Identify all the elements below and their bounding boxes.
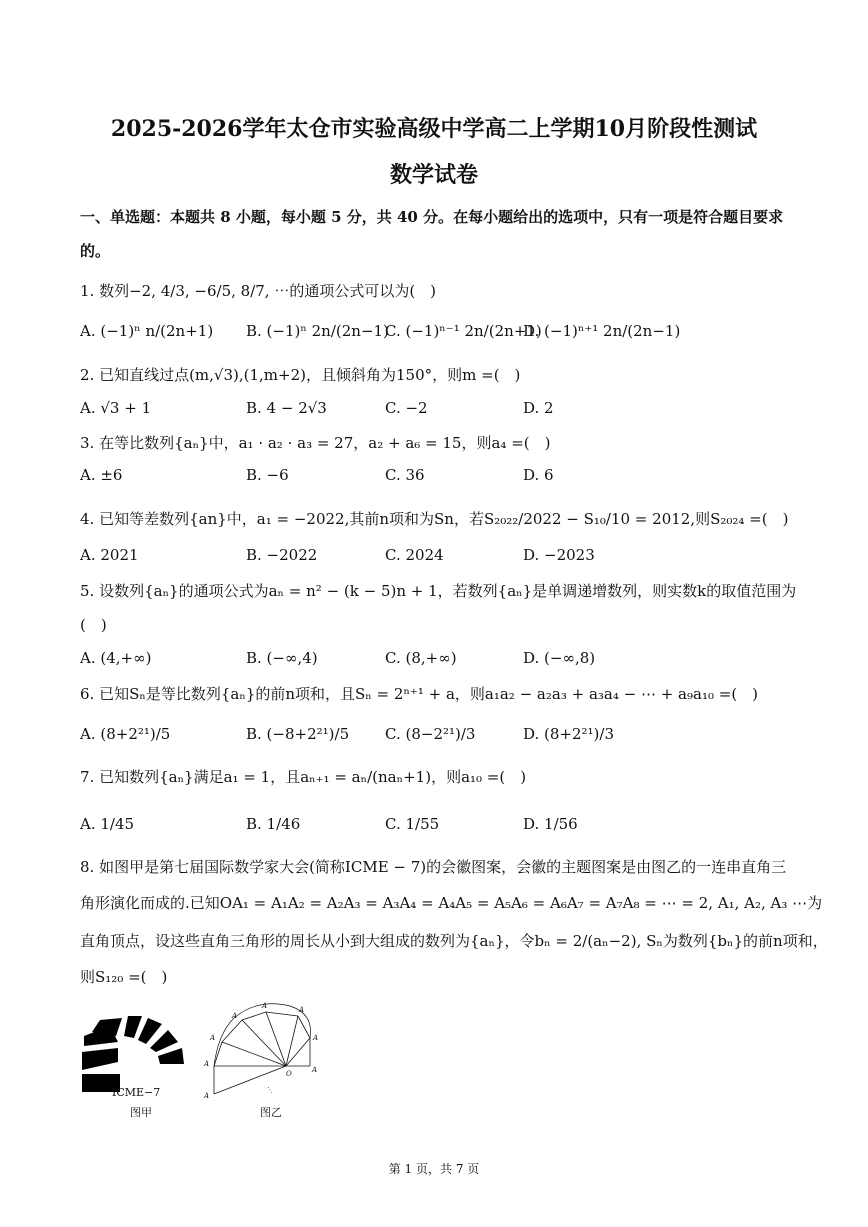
question-6-option-b: B. (−8+2²¹)/5: [246, 725, 350, 743]
question-3-option-d: D. 6: [523, 466, 554, 484]
question-7-option-a: A. 1/45: [80, 815, 135, 833]
page-title: 2025-2026学年太仓市实验高级中学高二上学期10月阶段性测试: [110, 116, 758, 142]
svg-text:A: A: [299, 1006, 305, 1014]
question-8-line3: 直角顶点，设这些直角三角形的周长从小到大组成的数列为{aₙ}，令bₙ = 2/(aₙ−2), Sₙ为数列{bₙ}的前n项和，: [80, 932, 828, 950]
svg-text:A: A: [312, 1066, 318, 1074]
svg-text:⋱: ⋱: [266, 1086, 273, 1094]
figure-2-caption: 图乙: [260, 1106, 282, 1119]
question-4-option-c: C. 2024: [385, 546, 444, 564]
question-8-line2: 角形演化而成的.已知OA₁ = A₁A₂ = A₂A₃ = A₃A₄ = A₄A₅ = A₅A₆ = A₆A₇ = A₇A₈ = ⋯ = 2, A₁, A₂, A₃ ⋯为: [80, 894, 823, 912]
question-4-stem: 4. 已知等差数列{an}中，a₁ = −2022,其前n项和为Sn，若S₂₀₂₂/2022 − S₁₀/10 = 2012,则S₂₀₂₄ =( ): [80, 510, 789, 528]
page-subtitle: 数学试卷: [389, 162, 478, 188]
question-6-option-c: C. (8−2²¹)/3: [385, 725, 476, 743]
figure-1-caption: 图甲: [130, 1106, 152, 1119]
question-5-option-a: A. (4,+∞): [80, 649, 152, 667]
question-3-option-a: A. ±6: [80, 466, 123, 484]
question-3-option-b: B. −6: [246, 466, 289, 484]
question-5-option-d: D. (−∞,8): [523, 649, 596, 667]
question-7-option-b: B. 1/46: [246, 815, 301, 833]
svg-text:A: A: [232, 1012, 238, 1020]
question-1-stem: 1. 数列−2, 4/3, −6/5, 8/7, ⋯的通项公式可以为( ): [80, 282, 437, 300]
question-2-stem: 2. 已知直线过点(m,√3),(1,m+2)，且倾斜角为150°，则m =( ): [80, 366, 521, 384]
question-5-option-b: B. (−∞,4): [246, 649, 318, 667]
svg-text:A: A: [210, 1034, 216, 1042]
question-4-option-a: A. 2021: [80, 546, 139, 564]
question-1-option-b: B. (−1)ⁿ 2n/(2n−1): [246, 322, 389, 340]
question-4-option-b: B. −2022: [246, 546, 318, 564]
question-2-option-d: D. 2: [523, 399, 554, 417]
question-6-stem: 6. 已知Sₙ是等比数列{aₙ}的前n项和，且Sₙ = 2ⁿ⁺¹ + a，则a₁a₂ − a₂a₃ + a₃a₄ − ⋯ + a₉a₁₀ =( ): [80, 685, 759, 703]
question-8-line4: 则S₁₂₀ =( ): [80, 968, 168, 986]
svg-text:A: A: [262, 1002, 268, 1010]
icme-emblem-figure: [78, 1012, 194, 1092]
question-7-option-d: D. 1/56: [523, 815, 578, 833]
svg-text:O: O: [286, 1070, 292, 1078]
question-1-option-c: C. (−1)ⁿ⁻¹ 2n/(2n+1): [385, 322, 542, 340]
svg-text:A: A: [204, 1060, 210, 1068]
question-3-option-c: C. 36: [385, 466, 425, 484]
question-8-line1: 8. 如图甲是第七届国际数学家大会(简称ICME − 7)的会徽图案，会徽的主题图案是由图乙的一连串直角三: [80, 858, 787, 876]
question-7-option-c: C. 1/55: [385, 815, 440, 833]
figure-1-label: ICME−7: [112, 1086, 161, 1099]
question-1-option-d: D. (−1)ⁿ⁺¹ 2n/(2n−1): [523, 322, 681, 340]
question-6-option-a: A. (8+2²¹)/5: [80, 725, 171, 743]
page-footer: 第 1 页，共 7 页: [388, 1162, 480, 1176]
question-3-stem: 3. 在等比数列{aₙ}中，a₁ · a₂ · a₃ = 27，a₂ + a₆ = 15，则a₄ =( ): [80, 434, 551, 452]
question-7-stem: 7. 已知数列{aₙ}满足a₁ = 1，且aₙ₊₁ = aₙ/(naₙ+1)，则a₁₀ =( ): [80, 768, 527, 786]
section-header-line2: 的。: [80, 242, 111, 260]
question-2-option-c: C. −2: [385, 399, 428, 417]
question-2-option-b: B. 4 − 2√3: [246, 399, 327, 417]
question-5-stem-line2: ( ): [80, 616, 107, 634]
question-5-stem-line1: 5. 设数列{aₙ}的通项公式为aₙ = n² − (k − 5)n + 1，若数列{aₙ}是单调递增数列，则实数k的取值范围为: [80, 582, 797, 600]
svg-text:A: A: [313, 1034, 319, 1042]
question-1-option-a: A. (−1)ⁿ n/(2n+1): [80, 322, 214, 340]
question-5-option-c: C. (8,+∞): [385, 649, 457, 667]
question-6-option-d: D. (8+2²¹)/3: [523, 725, 615, 743]
section-header-line1: 一、单选题：本题共 8 小题，每小题 5 分，共 40 分。在每小题给出的选项中，只有一项是符合题目要求: [80, 208, 784, 226]
svg-text:A: A: [204, 1092, 210, 1100]
question-2-option-a: A. √3 + 1: [80, 399, 152, 417]
spiral-triangles-figure: [198, 1000, 334, 1104]
question-4-option-d: D. −2023: [523, 546, 595, 564]
